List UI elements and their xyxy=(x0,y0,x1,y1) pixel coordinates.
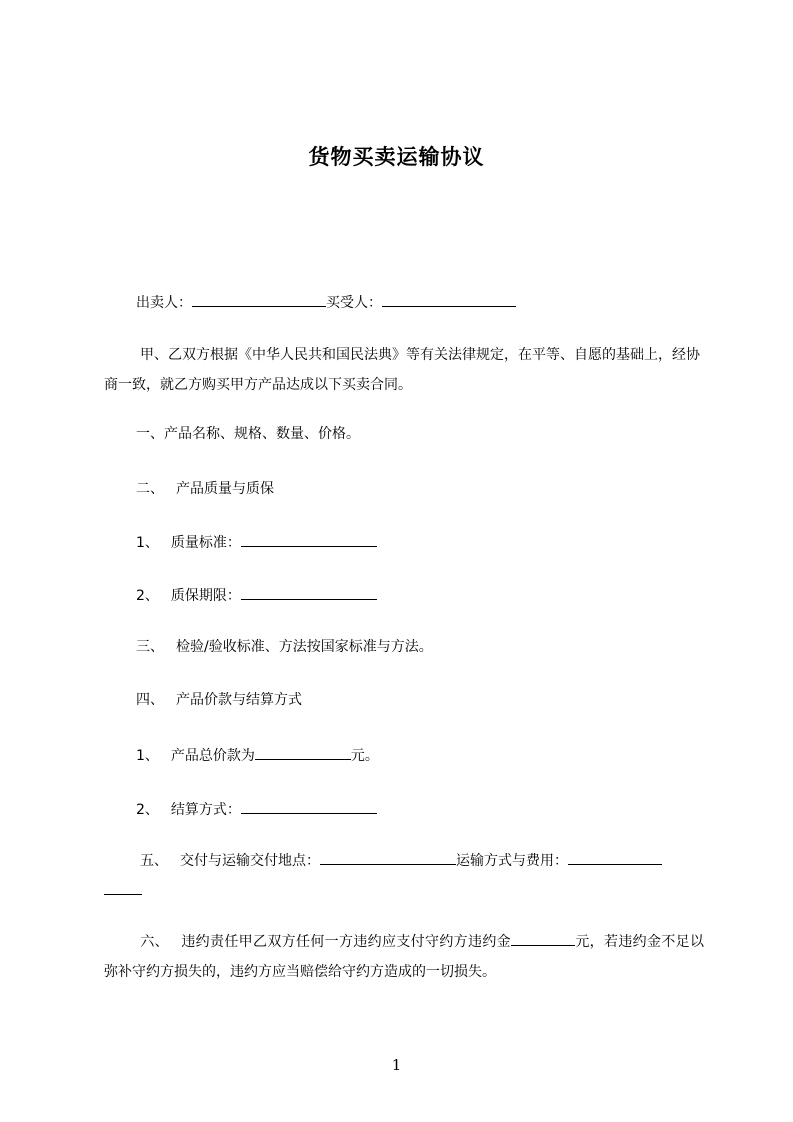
section-5-number: 五、 xyxy=(140,853,168,869)
total-price-unit: 元。 xyxy=(350,748,379,764)
parties-line xyxy=(136,291,516,313)
preamble-paragraph: 甲、乙双方根据《中华人民共和国民法典》等有关法律规定，在平等、自愿的基础上，经协商一致，就乙方购买甲方产品达成以下买卖合同。 xyxy=(104,347,700,393)
buyer-blank xyxy=(382,291,516,307)
section-1: 一、产品名称、规格、数量、价格。 xyxy=(136,426,360,442)
section-2-1 xyxy=(136,531,377,553)
section-3-number: 三、 xyxy=(136,639,164,655)
section-6-text-a: 违约责任甲乙双方任何一方违约应支付守约方违约金 xyxy=(181,934,511,950)
section-6-text-b: 元，若违约金不足以弥补守约方损失的，违约方应当赔偿给守约方造成的一切损失。 xyxy=(104,934,704,980)
section-5 xyxy=(104,846,704,906)
settlement-method-label: 结算方式： xyxy=(170,802,241,818)
delivery-location-blank xyxy=(320,849,456,865)
seller-blank xyxy=(192,291,326,307)
section-6 xyxy=(104,927,704,987)
section-4-2 xyxy=(136,798,377,820)
section-4 xyxy=(136,690,302,710)
section-2 xyxy=(136,479,274,499)
settlement-method-blank xyxy=(241,798,377,814)
section-3 xyxy=(136,637,433,657)
total-price-label: 产品总价款为 xyxy=(170,748,255,764)
delivery-location-label: 交付与运输交付地点： xyxy=(180,853,320,869)
warranty-period-label: 质保期限： xyxy=(170,588,241,604)
transport-method-blank-continued xyxy=(104,879,142,895)
section-3-text: 检验/验收标准、方法按国家标准与方法。 xyxy=(176,639,433,655)
transport-method-label: 运输方式与费用： xyxy=(456,853,568,869)
quality-standard-label: 质量标准： xyxy=(170,535,241,551)
document-title: 货物买卖运输协议 xyxy=(308,145,485,169)
quality-standard-blank xyxy=(241,531,377,547)
section-2-number: 二、 xyxy=(136,481,164,497)
section-2-2-number: 2、 xyxy=(136,588,159,604)
section-2-1-number: 1、 xyxy=(136,535,159,551)
penalty-amount-blank xyxy=(511,930,575,946)
section-2-2 xyxy=(136,584,377,606)
seller-label: 出卖人： xyxy=(136,295,192,311)
section-4-1 xyxy=(136,744,379,766)
total-price-blank xyxy=(255,744,351,760)
section-4-1-number: 1、 xyxy=(136,748,159,764)
section-4-2-number: 2、 xyxy=(136,802,159,818)
section-6-number: 六、 xyxy=(140,934,169,950)
warranty-period-blank xyxy=(241,584,377,600)
transport-method-blank xyxy=(568,849,662,865)
page-number: 1 xyxy=(391,1056,402,1074)
buyer-label: 买受人： xyxy=(326,295,382,311)
section-2-heading: 产品质量与质保 xyxy=(176,481,274,497)
section-4-number: 四、 xyxy=(136,692,164,708)
section-4-heading: 产品价款与结算方式 xyxy=(176,692,302,708)
